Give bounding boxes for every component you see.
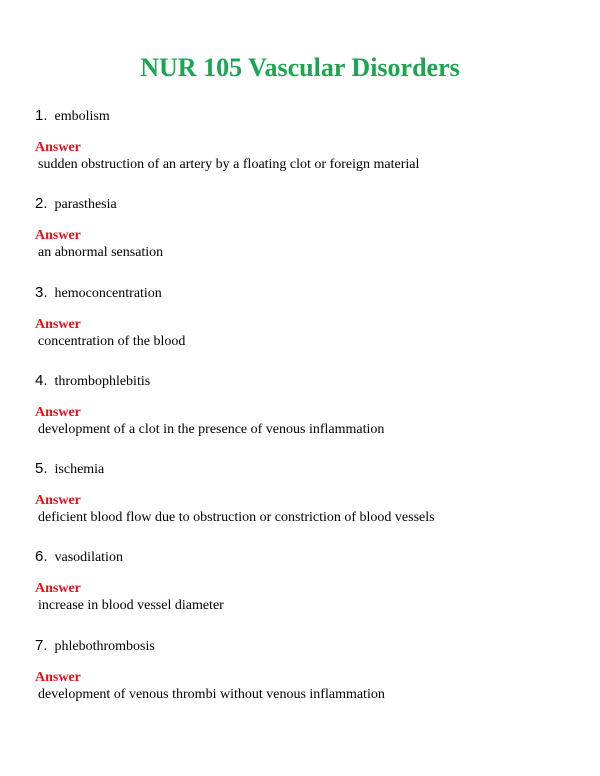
- question-number: 4.: [35, 371, 48, 389]
- question-line: [35, 370, 150, 392]
- answer-label: Answer: [35, 493, 81, 509]
- question-term: embolism: [54, 109, 110, 124]
- answer-label: Answer: [35, 140, 81, 155]
- answer-text: concentration of the blood: [38, 333, 186, 349]
- question-term: phlebothrombosis: [54, 638, 155, 654]
- answer-text: development of a clot in the presence of venous inflammation: [38, 421, 385, 437]
- question-number: 1.: [35, 107, 48, 124]
- question-line: [35, 282, 162, 304]
- qa-item: [0, 105, 600, 193]
- question-number: 5.: [35, 460, 48, 478]
- question-line: [35, 635, 155, 657]
- qa-list: [0, 105, 600, 723]
- qa-item: [0, 370, 600, 458]
- question-term: hemoconcentration: [54, 285, 162, 301]
- question-line: [35, 193, 117, 215]
- answer-label: Answer: [35, 669, 81, 685]
- question-term: parasthesia: [54, 197, 117, 213]
- answer-text: development of venous thrombi without venous inflammation: [38, 686, 385, 702]
- question-number: 6.: [35, 548, 48, 566]
- answer-text: sudden obstruction of an artery by a floating clot or foreign material: [38, 157, 420, 172]
- page-title: NUR 105 Vascular Disorders: [140, 53, 460, 82]
- qa-item: [0, 193, 600, 281]
- answer-text: deficient blood flow due to obstruction or constriction of blood vessels: [38, 510, 435, 526]
- question-number: 3.: [35, 283, 48, 301]
- qa-item: [0, 282, 600, 370]
- qa-item: [0, 458, 600, 546]
- answer-label: Answer: [35, 581, 81, 597]
- qa-item: [0, 635, 600, 723]
- question-line: [35, 546, 123, 568]
- answer-text: an abnormal sensation: [38, 245, 164, 261]
- question-term: ischemia: [54, 462, 105, 478]
- qa-item: [0, 546, 600, 634]
- question-term: thrombophlebitis: [54, 373, 151, 389]
- question-term: vasodilation: [54, 550, 123, 566]
- answer-label: Answer: [35, 404, 81, 420]
- answer-label: Answer: [35, 316, 81, 332]
- answer-text: increase in blood vessel diameter: [38, 598, 224, 614]
- question-number: 2.: [35, 195, 48, 213]
- question-line: [35, 105, 110, 127]
- question-number: 7.: [35, 636, 48, 654]
- question-line: [35, 458, 104, 480]
- answer-label: Answer: [35, 228, 81, 244]
